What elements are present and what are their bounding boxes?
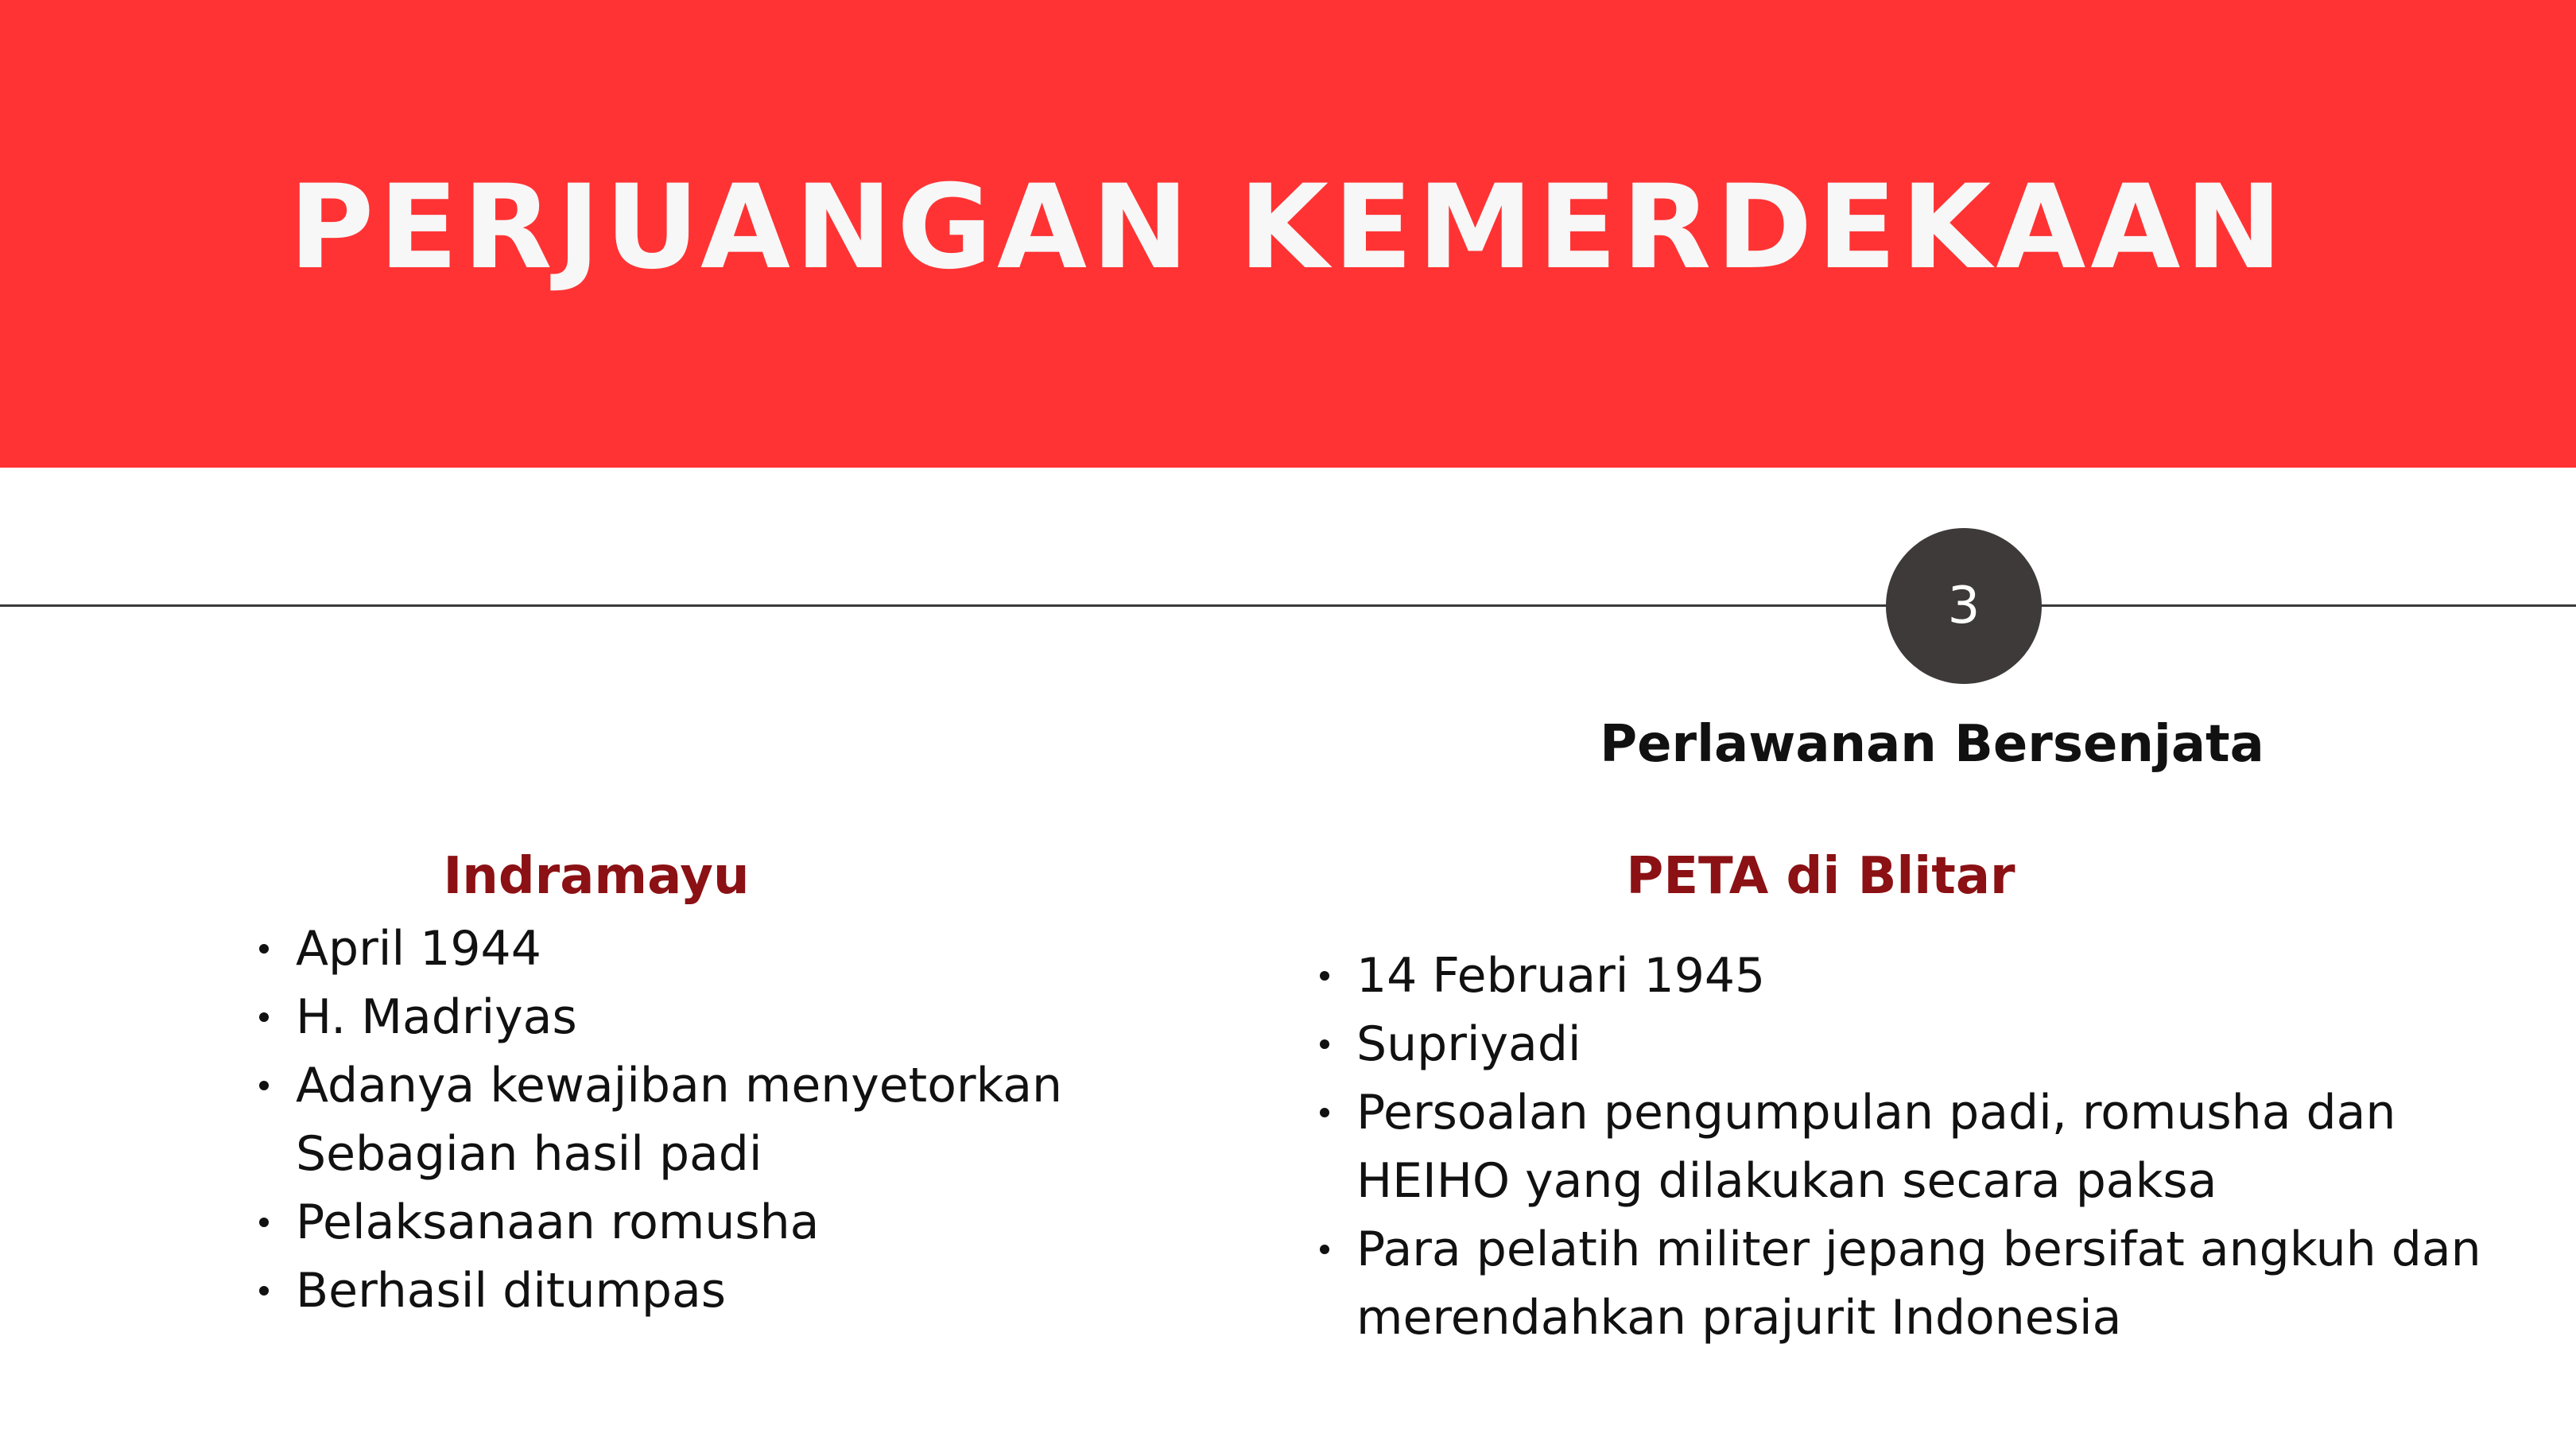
column-title-indramayu: Indramayu [443, 847, 750, 906]
list-item: Para pelatih militer jepang bersifat angkuh dan merendahkan prajurit Indonesia [1320, 1215, 2560, 1352]
page-title: PERJUANGAN KEMERDEKAAN [289, 160, 2287, 295]
step-number: 3 [1947, 577, 1980, 635]
list-item: Pelaksanaan romusha [259, 1188, 1213, 1257]
peta-blitar-list [1320, 942, 2560, 1352]
list-item: Adanya kewajiban menyetorkan Sebagian hasil padi [259, 1051, 1213, 1188]
list-item: Persoalan pengumpulan padi, romusha dan HEIHO yang dilakukan secara paksa [1320, 1078, 2560, 1215]
list-item: Berhasil ditumpas [259, 1257, 1213, 1325]
list-item: 14 Februari 1945 [1320, 942, 2560, 1010]
list-item: Supriyadi [1320, 1010, 2560, 1078]
column-title-peta-blitar: PETA di Blitar [1626, 847, 2015, 906]
list-item: H. Madriyas [259, 983, 1213, 1051]
list-item: April 1944 [259, 915, 1213, 983]
timeline-line [0, 604, 2576, 607]
step-badge [1886, 528, 2042, 684]
section-heading: Perlawanan Bersenjata [1600, 715, 2264, 774]
indramayu-list [259, 915, 1213, 1325]
